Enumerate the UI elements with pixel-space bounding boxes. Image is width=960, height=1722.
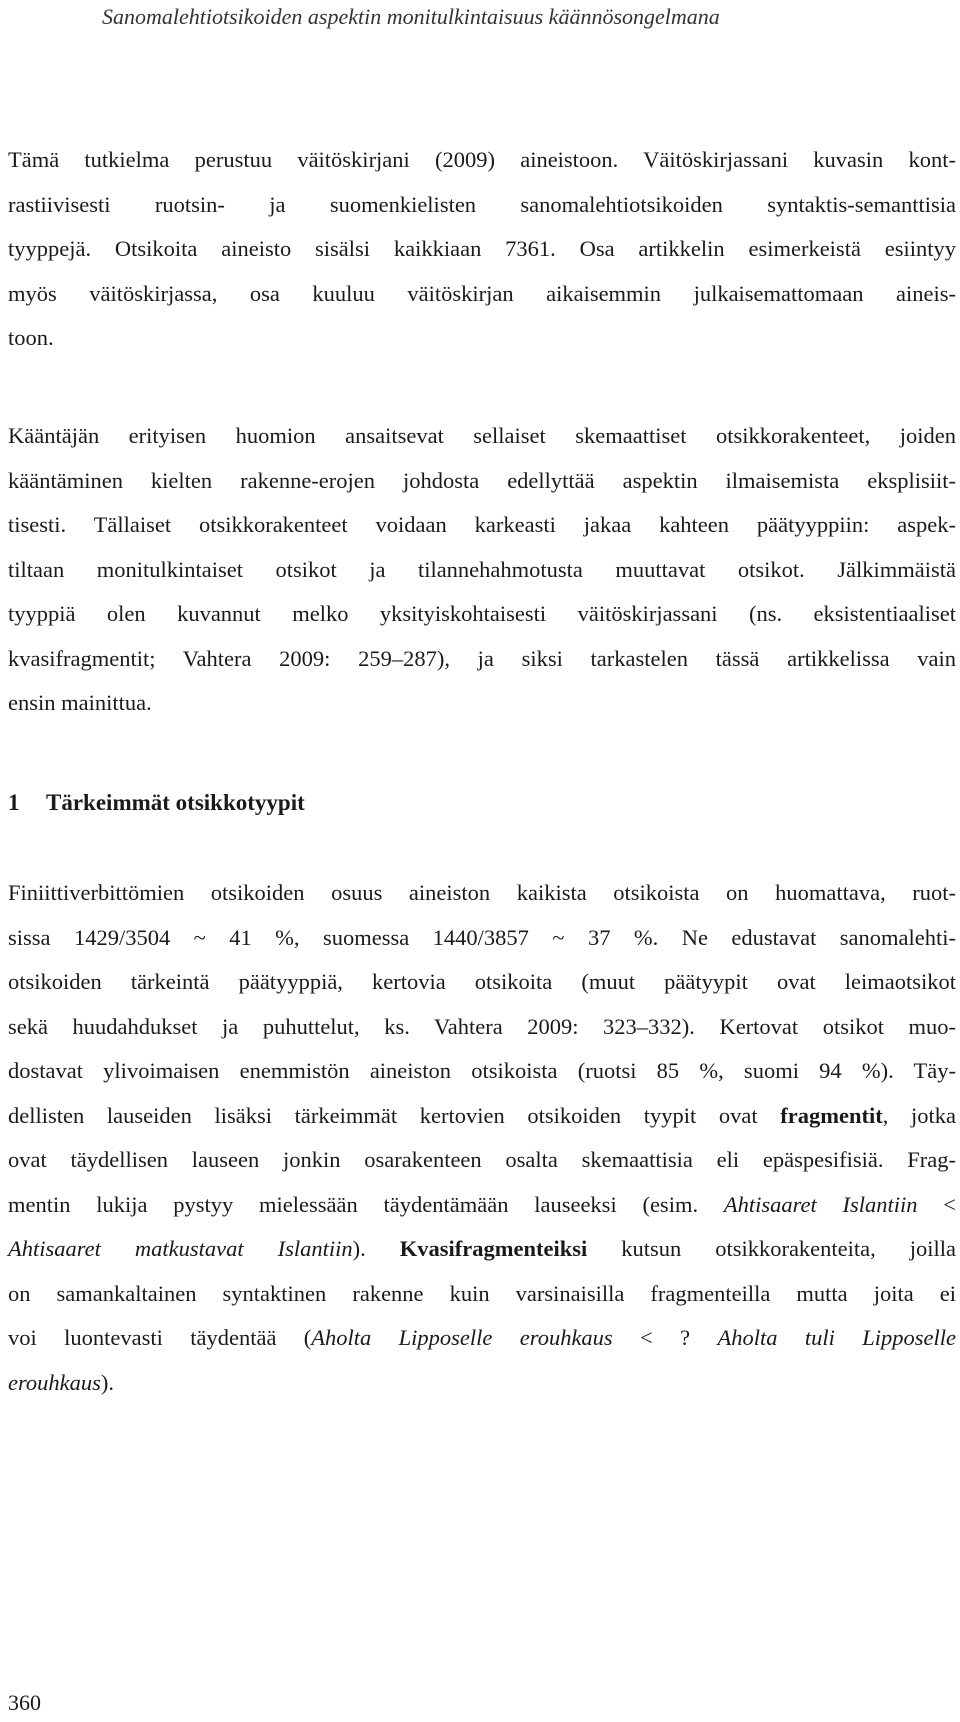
section-heading xyxy=(8,787,305,819)
paragraph-line: toon. xyxy=(8,325,54,350)
paragraph-line: Kääntäjän erityisen huomion ansaitsevat sellaiset skemaattiset otsikkorakenteet, joiden xyxy=(8,423,956,448)
paragraph-2 xyxy=(8,414,956,726)
paragraph-line: kääntäminen kielten rakenne-erojen johdosta edellyttää aspektin ilmaisemista eksplisiit- xyxy=(8,467,956,493)
paragraph-line xyxy=(8,1183,956,1228)
example-italic: Ahtisaaret Islantiin xyxy=(723,1191,918,1217)
example-italic: Aholta tuli Lipposelle xyxy=(717,1325,956,1350)
paragraph-line: tiltaan monitulkintaiset otsikot ja tilannehahmotusta muuttavat otsikot. Jälkimmäistä xyxy=(8,556,956,582)
paragraph-line: sissa 1429/3504 ~ 41 %, suomessa 1440/3857 ~ 37 %. Ne edustavat sanomalehti- xyxy=(8,924,956,950)
paragraph-line xyxy=(8,1361,956,1406)
paragraph-line: tyyppejä. Otsikoita aineisto sisälsi kaikkiaan 7361. Osa artikkelin esimerkeistä esiintyy xyxy=(8,236,956,261)
term-fragmentit: fragmentit xyxy=(780,1102,883,1128)
text-run: voi luontevasti täydentää ( xyxy=(8,1325,312,1350)
paragraph-1 xyxy=(8,138,956,361)
text-run: < ? xyxy=(612,1325,718,1350)
paragraph-line: dostavat ylivoimaisen enemmistön aineiston otsikoista (ruotsi 85 %, suomi 94 %). Täy- xyxy=(8,1058,956,1083)
term-kvasifragmenteiksi: Kvasifragmenteiksi xyxy=(399,1236,588,1261)
example-italic: Aholta Lipposelle erouhkaus xyxy=(311,1325,613,1350)
paragraph-line xyxy=(8,1227,956,1272)
example-italic: erouhkaus xyxy=(8,1369,101,1395)
paragraph-line: ovat täydellisen lauseen jonkin osarakenteen osalta skemaattisia eli epäspesifisiä. Frag- xyxy=(8,1147,956,1172)
section-number: 1 xyxy=(8,790,20,815)
text-run: ). xyxy=(100,1369,115,1395)
paragraph-line: Tämä tutkielma perustuu väitöskirjani (2009) aineistoon. Väitöskirjassani kuvasin kont- xyxy=(8,147,956,172)
text-run: kutsun otsikkorakenteita, joilla xyxy=(587,1236,956,1261)
example-italic: Ahtisaaret matkustavat Islantiin xyxy=(8,1236,353,1261)
paragraph-line: kvasifragmentit; Vahtera 2009: 259–287), ja siksi tarkastelen tässä artikkelissa vain xyxy=(8,645,956,671)
running-head: Sanomalehtiotsikoiden aspektin monitulkintaisuus käännösongelmana xyxy=(102,4,720,29)
paragraph-line: tisesti. Tällaiset otsikkorakenteet voidaan karkeasti jakaa kahteen päätyyppiin: aspek- xyxy=(8,512,956,537)
paragraph-line: otsikoiden tärkeintä päätyyppiä, kertovia otsikoita (muut päätyypit ovat leimaotsikot xyxy=(8,969,956,994)
section-title: Tärkeimmät otsikkotyypit xyxy=(46,790,305,815)
paragraph-line xyxy=(8,1094,956,1139)
paragraph-line: rastiivisesti ruotsin- ja suomenkielisten sanomalehtiotsikoiden syntaktis-semanttisia xyxy=(8,191,956,217)
paragraph-line: myös väitöskirjassa, osa kuuluu väitöskirjan aikaisemmin julkaisemattomaan aineis- xyxy=(8,280,956,306)
paragraph-line: Finiittiverbittömien otsikoiden osuus aineiston kaikista otsikoista on huomattava, ruot- xyxy=(8,880,956,905)
paragraph-3 xyxy=(8,871,956,1405)
paragraph-line: sekä huudahdukset ja puhuttelut, ks. Vahtera 2009: 323–332). Kertovat otsikot muo- xyxy=(8,1013,956,1039)
paragraph-line xyxy=(8,1316,956,1361)
text-run: mentin lukija pystyy mielessään täydentämään lauseeksi (esim. xyxy=(8,1191,724,1217)
paragraph-line: tyyppiä olen kuvannut melko yksityiskohtaisesti väitöskirjassani (ns. eksistentiaaliset xyxy=(8,601,956,626)
text-run: ). xyxy=(352,1236,400,1261)
text-run: dellisten lauseiden lisäksi tärkeimmät kertovien otsikoiden tyypit ovat xyxy=(8,1102,781,1128)
text-run: < xyxy=(917,1191,956,1217)
paragraph-line: ensin mainittua. xyxy=(8,690,152,715)
paragraph-line: on samankaltainen syntaktinen rakenne kuin varsinaisilla fragmenteilla mutta joita ei xyxy=(8,1280,956,1306)
page-number: 360 xyxy=(8,1690,41,1715)
text-run: , jotka xyxy=(882,1102,956,1128)
